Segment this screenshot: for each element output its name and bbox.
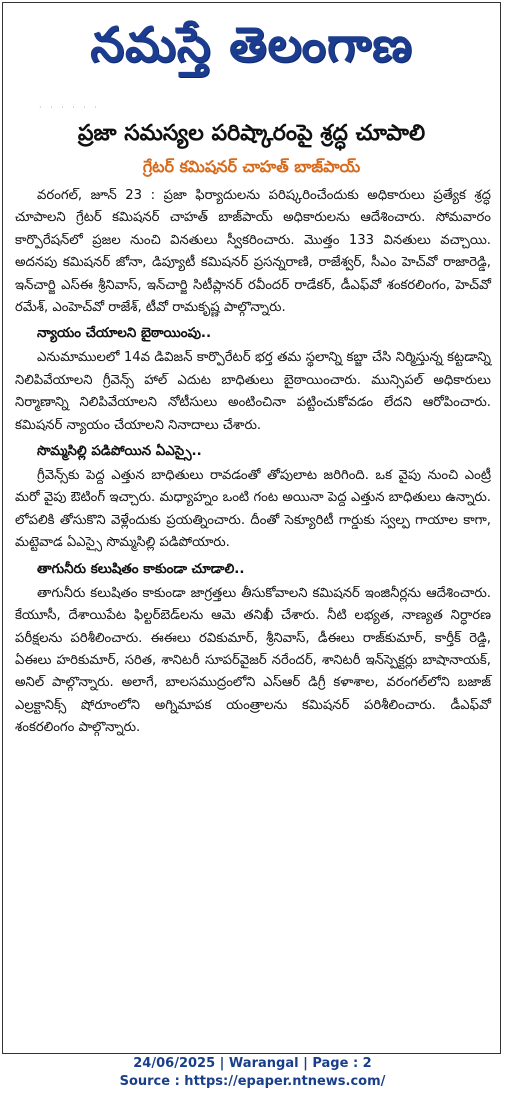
article-subheading: సొమ్మసిల్లి పడిపోయిన ఏఎస్సై.. xyxy=(37,444,202,460)
article-subheading: తాగునీరు కలుషితం కాకుండా చూడాలి.. xyxy=(37,561,245,577)
footer-source-link[interactable]: Source : https://epaper.ntnews.com/ xyxy=(119,1074,386,1089)
article-paragraph: తాగునీరు కలుషితం కాకుండా జాగ్రత్తలు తీసుకోవాలని కమిషనర్ ఇంజినీర్లను ఆదేశించారు. కేయూసీ, దేశాయిపేట ఫిల్టర్‌బెడ్‌లను ఆమె తనిఖీ చేశారు. నీటి లభ్యత, నాణ్యత నిర్ధారణ పరీక్షలను పరిశీలించారు. ఈఈలు రవికుమార్, శ్రీనివాస్, డీఈలు రాజ్‌కుమార్, కార్తీక్ రెడ్డి, ఏఈలు హరికుమార్, సరిత, శానిటరీ సూపర్‌వైజర్ నరేందర్, శానిటరీ ఇన్‌స్పెక్టర్లు బాషానాయక్, అనిల్ పాల్గొన్నారు. అలాగే, బాలసముద్రంలోని ఎస్ఆర్ డిగ్రీ కళాశాల, వరంగల్‌లోని బజాజ్ ఎల్రక్టానిక్స్ షోరూంలోని అగ్నిమాపక యంత్రాలను కమిషనర్ పరిశీలించారు. డీఎఫ్‌వో శంకరలింగం పాల్గొన్నారు. xyxy=(15,585,491,736)
article-body xyxy=(15,185,491,744)
newspaper-clipping xyxy=(2,2,501,1054)
article-paragraph: ఎనుమాములలో 14వ డివిజన్ కార్పొరేటర్ భర్త తమ స్థలాన్ని కబ్జా చేసి నిర్మిస్తున్న కట్టడాన్ని నిలిపివేయాలని గ్రీవెన్స్ హాల్ ఎదుట బాధితులు బైఠాయించారు. మున్సిపల్ అధికారులు నిర్మాణాన్ని నిలిపివేయాలని నోటీసులు అంటించినా పట్టించుకోవడం లేదని ఆరోపించారు. కమిషనర్ న్యాయం చేయాలని నినాదాలు చేశారు. xyxy=(15,350,491,433)
article-paragraph: గ్రీవెన్స్‌కు పెద్ద ఎత్తున బాధితులు రావడంతో తోపులాట జరిగింది. ఒక వైపు నుంచి ఎంట్రీ మరో వైపు ఔటింగ్ ఇచ్చారు. మధ్యాహ్నం ఒంటి గంట అయినా పెద్ద ఎత్తున బాధితులు ఉన్నారు. లోపలికి తోసుకొని వెళ్లేందుకు ప్రయత్నించారు. దీంతో సెక్యూరిటీ గార్డుకు స్వల్ప గాయాల కాగా, మట్టెవాడ ఏఎస్సై సొమ్మసిల్లి పడిపోయారు. xyxy=(15,468,491,551)
article-subheadline: గ్రేటర్ కమిషనర్ చాహత్ బాజ్‌పాయ్ xyxy=(142,157,361,176)
footer-date-edition-page: 24/06/2025 | Warangal | Page : 2 xyxy=(133,1056,372,1071)
article-headline: ప్రజా సమస్యల పరిష్కారంపై శ్రద్ధ చూపాలి xyxy=(77,121,426,146)
masthead xyxy=(3,3,500,95)
newspaper-logo: నమస్తే తెలంగాణ xyxy=(90,17,413,73)
article-paragraph: వరంగల్, జూన్ 23 : ప్రజా ఫిర్యాదులను పరిష్కరించేందుకు అధికారులు ప్రత్యేక శ్రద్ధ చూపాలని గ్రేటర్ కమిషనర్ చాహత్ బాజ్‌పాయ్ అధికారులను ఆదేశించారు. సోమవారం కార్పొరేషన్‌లో ప్రజల నుంచి వినతులు స్వీకరించారు. మొత్తం 133 వినతులు వచ్చాయి. అదనపు కమిషనర్ జోనా, డిప్యూటీ కమిషనర్ ప్రసన్నరాణి, రాజేశ్వర్, సీఎం హెచ్‌వో రాజారెడ్డి, ఇన్‌చార్జి ఎస్ఈ శ్రీనివాస్, ఇన్‌చార్జి సిటీప్లానర్ రవీందర్ రాడేకర్, డీఎఫ్‌వో శంకరలింగం, హెచ్‌వో రమేశ్, ఎంహెచ్‌వో రాజేశ్, టీవో రామకృష్ణ పాల్గొన్నారు. xyxy=(15,188,491,316)
divider-dots: · · · · · · xyxy=(39,103,100,112)
article-subheading: న్యాయం చేయాలని బైఠాయింపు.. xyxy=(37,326,212,342)
